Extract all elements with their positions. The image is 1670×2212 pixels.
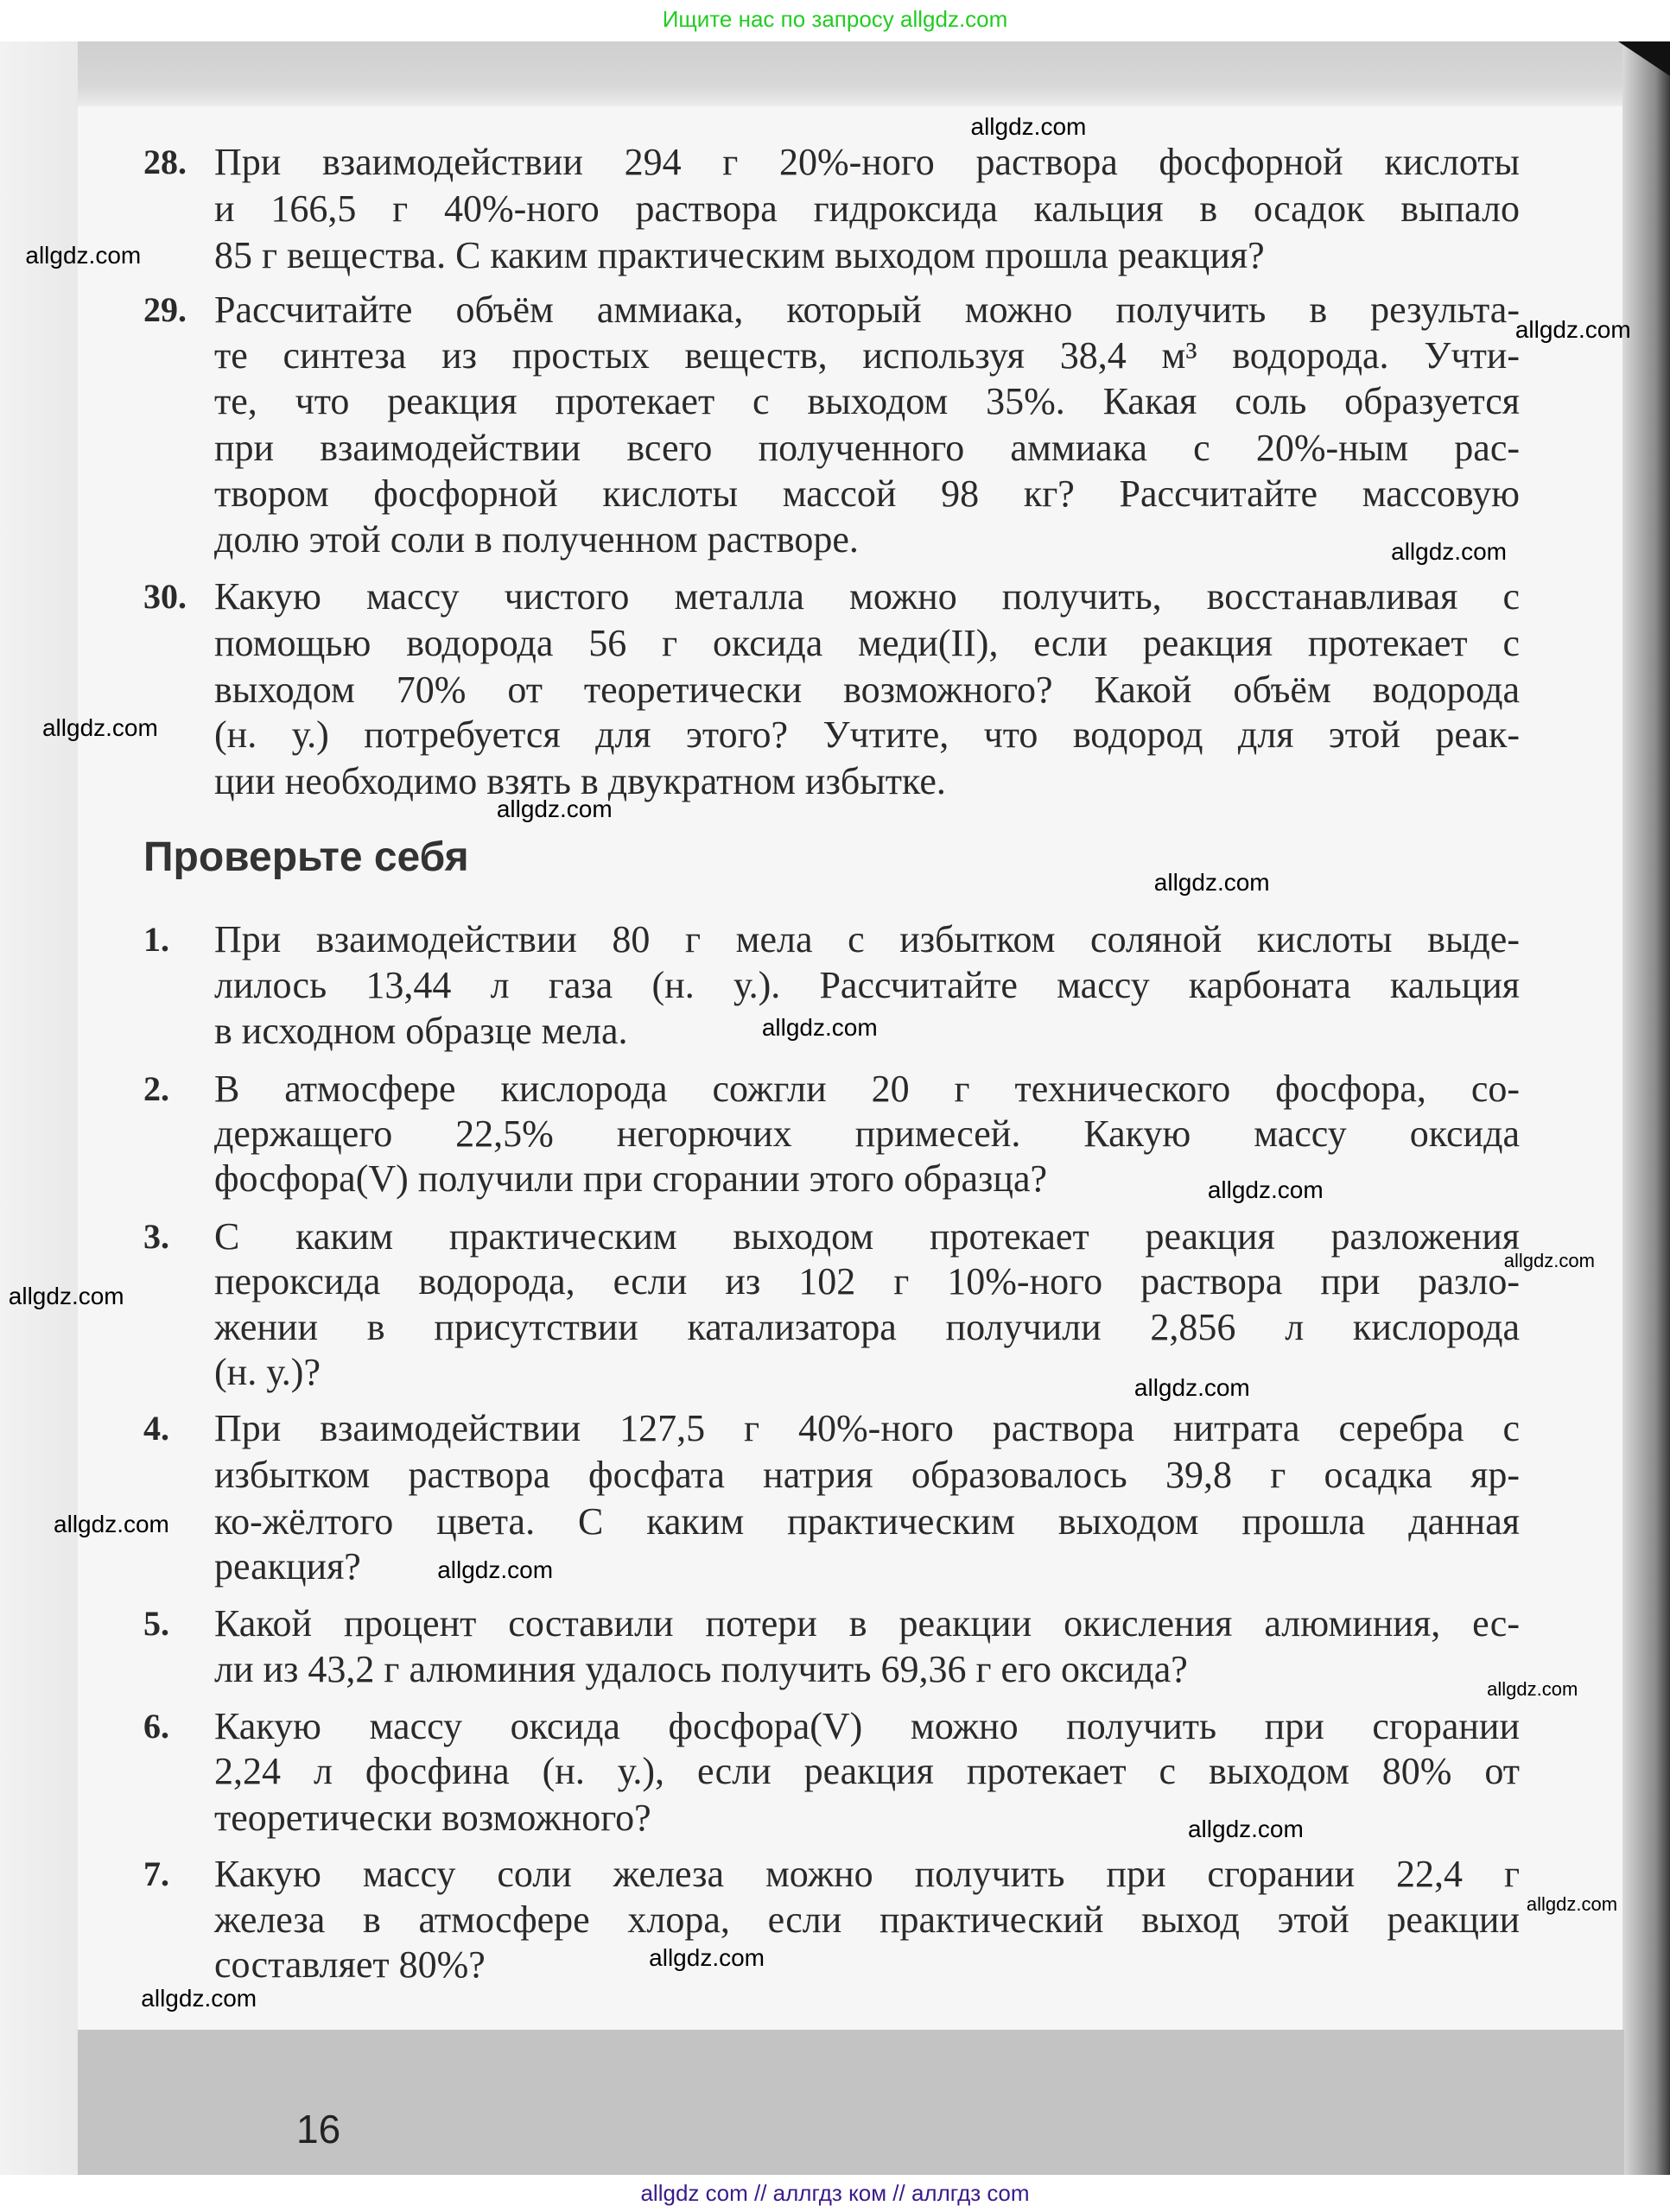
page-spine-shadow (1622, 41, 1670, 2175)
problem-text-line: ли из 43,2 г алюминия удалось получить 69,36 г его оксида? (214, 1648, 1188, 1691)
problem-text-line: теоретически возможного? (214, 1796, 651, 1839)
watermark-text: allgdz.com (1153, 869, 1270, 897)
problem-number: 5. (143, 1603, 169, 1643)
problem-text-line: избытком раствора фосфата натрия образовалось 39,8 г осадка яр- (214, 1454, 1520, 1497)
top-banner: Ищите нас по запросу allgdz.com (0, 0, 1670, 41)
problem-number: 2. (143, 1068, 169, 1108)
problem-number: 29. (143, 290, 187, 330)
problem-text-line: 85 г вещества. С каким практическим выходом прошла реакция? (214, 233, 1265, 276)
watermark-text: allgdz.com (1207, 1176, 1324, 1204)
problem-text-line: Какую массу оксида фосфора(V) можно получить при сгорании (214, 1704, 1520, 1747)
watermark-text: allgdz.com (761, 1014, 878, 1042)
watermark-text: allgdz.com (437, 1556, 554, 1583)
problem-text-line: лилось 13,44 л газа (н. у.). Рассчитайте массу карбоната кальция (214, 964, 1520, 1007)
problem-text-line: (н. у.) потребуется для этого? Учтите, что водород для этой реак- (214, 713, 1520, 756)
problem-text-line: те синтеза из простых веществ, используя 38,4 м³ водорода. Учти- (214, 333, 1520, 377)
problem-text-line: ции необходимо взять в двукратном избытке. (214, 759, 946, 802)
watermark-text: allgdz.com (25, 241, 142, 269)
watermark-text: allgdz.com (141, 1984, 257, 2012)
page-corner (1618, 41, 1670, 76)
problem-text-line: (н. у.)? (214, 1350, 321, 1393)
page-number: 16 (296, 2107, 341, 2152)
section-heading: Проверьте себя (143, 834, 469, 880)
problem-text-line: твором фосфорной кислоты массой 98 кг? Рассчитайте массовую (214, 472, 1520, 515)
problem-text-line: держащего 22,5% негорючих примесей. Какую массу оксида (214, 1112, 1520, 1155)
watermark-text: allgdz.com (649, 1943, 765, 1971)
problem-text-line: С каким практическим выходом протекает реакция разложения (214, 1215, 1520, 1258)
problem-text-line: те, что реакция протекает с выходом 35%. Какая соль образуется (214, 380, 1520, 423)
watermark-text: allgdz.com (1487, 1678, 1578, 1701)
problem-text-line: в исходном образце мела. (214, 1009, 628, 1052)
problem-text-line: реакция? (214, 1545, 361, 1588)
problem-number: 6. (143, 1706, 169, 1746)
problem-text-line: В атмосфере кислорода сожгли 20 г технического фосфора, со- (214, 1067, 1520, 1110)
problem-text-line: составляет 80%? (214, 1943, 486, 1986)
problem-text-line: выходом 70% от теоретически возможного? Какой объём водорода (214, 668, 1520, 711)
bottom-banner: allgdz com // аллгдз ком // аллгдз com (0, 2175, 1670, 2212)
page-header-band (78, 41, 1633, 106)
watermark-text: allgdz.com (1503, 1249, 1595, 1271)
watermark-text: allgdz.com (1526, 1892, 1618, 1915)
page-left-margin (0, 41, 78, 2175)
problem-text-line: При взаимодействии 80 г мела с избытком соляной кислоты выде- (214, 917, 1520, 960)
problem-text-line: фосфора(V) получили при сгорании этого образца? (214, 1157, 1048, 1201)
watermark-text: allgdz.com (54, 1511, 169, 1538)
watermark-text: allgdz.com (1187, 1816, 1304, 1842)
problem-number: 30. (143, 576, 187, 616)
watermark-text: allgdz.com (496, 795, 613, 823)
problem-text-line: Какую массу соли железа можно получить при сгорании 22,4 г (214, 1853, 1520, 1896)
problem-text-line: Какую массу чистого металла можно получить, восстанавливая с (214, 574, 1520, 618)
problem-number: 7. (143, 1854, 169, 1894)
problem-number: 3. (143, 1217, 169, 1257)
watermark-text: allgdz.com (1133, 1373, 1250, 1401)
problem-text-line: 2,24 л фосфина (н. у.), если реакция протекает с выходом 80% от (214, 1750, 1520, 1793)
watermark-text: allgdz.com (970, 112, 1087, 140)
problem-number: 1. (143, 919, 169, 959)
watermark-text: allgdz.com (8, 1282, 124, 1309)
problem-text-line: Рассчитайте объём аммиака, который можно получить в результа- (214, 288, 1520, 332)
problem-text-line: и 166,5 г 40%-ного раствора гидроксида кальция в осадок выпало (214, 187, 1520, 230)
watermark-text: allgdz.com (1391, 537, 1507, 565)
problem-text-line: долю этой соли в полученном растворе. (214, 518, 859, 561)
problem-text-line: при взаимодействии всего полученного аммиака с 20%-ным рас- (214, 427, 1520, 470)
watermark-text: allgdz.com (41, 713, 158, 741)
page-footer-band (78, 2030, 1624, 2175)
problem-text-line: Какой процент составили потери в реакции окисления алюминия, ес- (214, 1601, 1520, 1645)
problem-text-line: жении в присутствии катализатора получили 2,856 л кислорода (214, 1305, 1520, 1348)
problem-number: 4. (143, 1409, 169, 1448)
watermark-text: allgdz.com (1514, 316, 1631, 344)
problem-text-line: При взаимодействии 294 г 20%-ного раствора фосфорной кислоты (214, 140, 1520, 183)
problem-text-line: При взаимодействии 127,5 г 40%-ного раствора нитрата серебра с (214, 1407, 1520, 1450)
problem-text-line: железа в атмосфере хлора, если практический выход этой реакции (214, 1898, 1520, 1941)
problem-text-line: помощью водорода 56 г оксида меди(II), если реакция протекает с (214, 621, 1520, 664)
problem-text-line: пероксида водорода, если из 102 г 10%-ного раствора при разло- (214, 1260, 1520, 1303)
problem-number: 28. (143, 142, 187, 181)
problem-text-line: ко-жёлтого цвета. С каким практическим выходом прошла данная (214, 1500, 1520, 1543)
